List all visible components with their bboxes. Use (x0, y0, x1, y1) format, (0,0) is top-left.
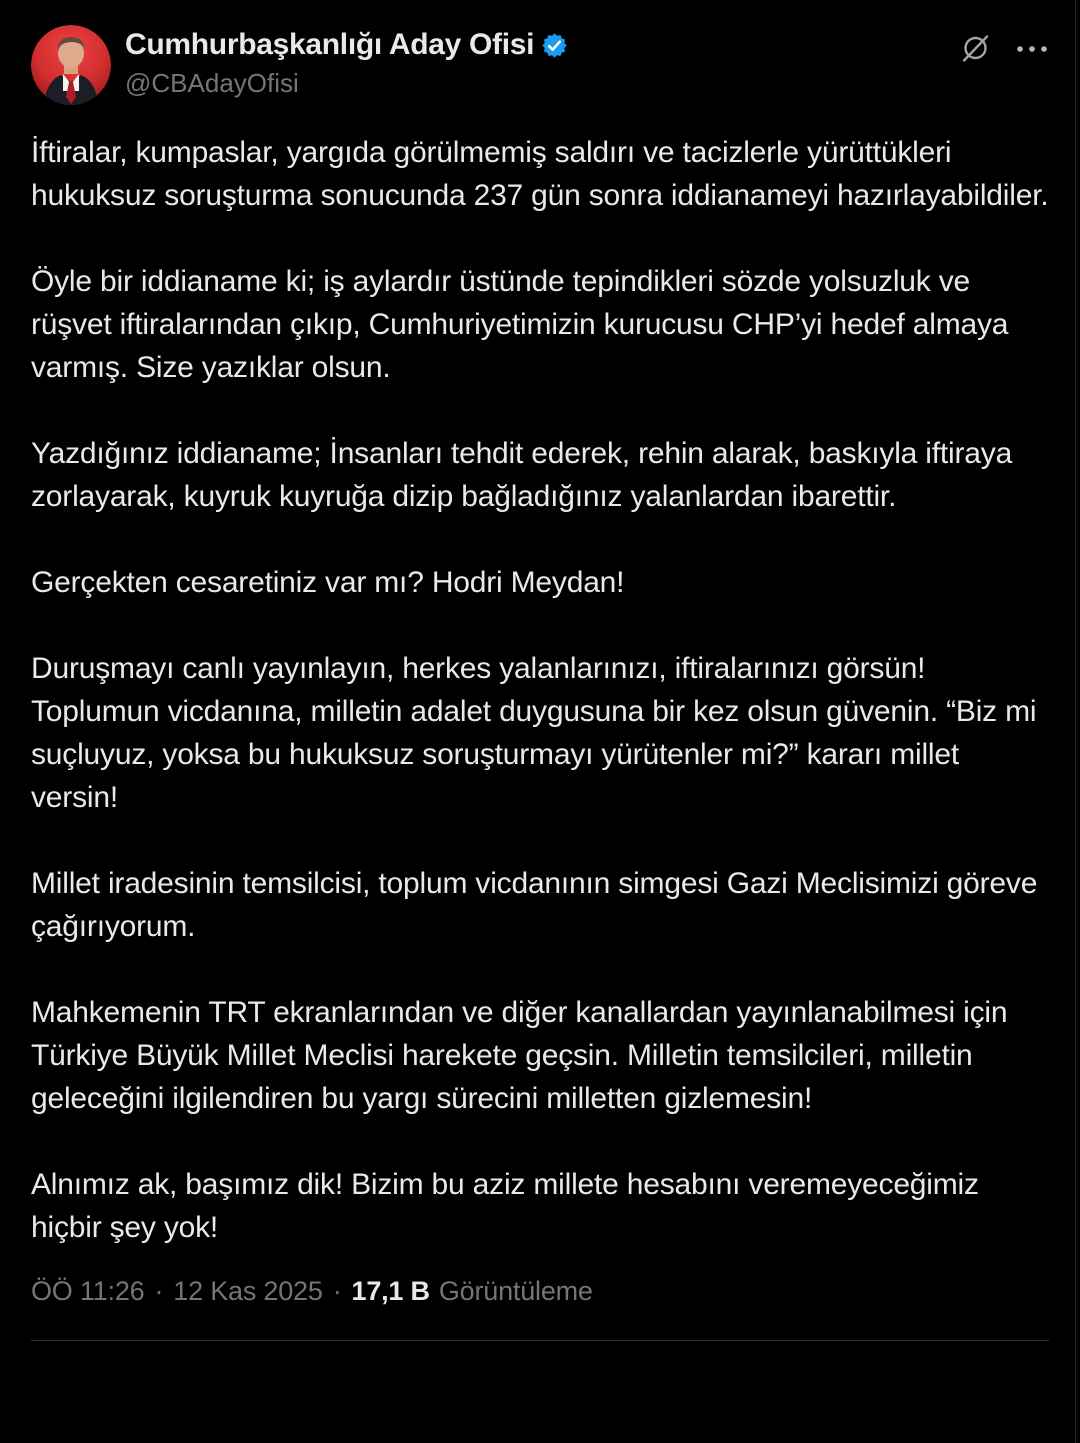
user-names (125, 25, 960, 99)
divider (31, 1340, 1049, 1341)
display-name-row (125, 28, 960, 62)
user-handle[interactable]: @CBAdayOfisi (125, 68, 299, 98)
tweet-paragraph: İftiralar, kumpaslar, yargıda görülmemiş saldırı ve tacizlerle yürüttükleri hukuksuz soruşturma sonucunda 237 gün sonra iddianameyi hazırlayabildiler. (31, 136, 1049, 212)
avatar[interactable] (31, 25, 111, 105)
views-count: 17,1 B (351, 1276, 430, 1306)
meta-separator: · (332, 1276, 342, 1306)
tweet-date: 12 Kas 2025 (173, 1276, 323, 1306)
tweet-meta (31, 1276, 1049, 1307)
tweet-text (31, 131, 1049, 1249)
tweet-paragraph: Mahkemenin TRT ekranlarından ve diğer kanallardan yayınlanabilmesi için Türkiye Büyük Millet Meclisi harekete geçsin. Milletin temsilcileri, milletin geleceğini ilgilendiren bu yargı sürecini milletten gizlemesin! (31, 996, 1008, 1115)
tweet-header (31, 25, 1049, 105)
more-icon[interactable] (1015, 44, 1049, 54)
avatar-image (31, 25, 111, 105)
tweet-paragraph: Alnımız ak, başımız dik! Bizim bu aziz millete hesabını veremeyeceğimiz hiçbir şey yok! (31, 1168, 979, 1244)
tweet-paragraph: Gerçekten cesaretiniz var mı? Hodri Meydan! (31, 566, 625, 599)
header-actions (960, 25, 1049, 64)
tweet-paragraph: Duruşmayı canlı yayınlayın, herkes yalanlarınızı, iftiralarınızı görsün! Toplumun vicdanına, milletin adalet duygusuna bir kez olsun güvenin. “Biz mi suçluyuz, yoksa bu hukuksuz soruşturmayı yürütenler mi?” kararı millet versin! (31, 652, 1037, 814)
verified-badge-icon (541, 32, 568, 59)
grok-icon[interactable] (960, 33, 991, 64)
tweet-paragraph: Millet iradesinin temsilcisi, toplum vicdanının simgesi Gazi Meclisimizi göreve çağırıyorum. (31, 867, 1038, 943)
column-border (1075, 0, 1076, 1443)
display-name[interactable]: Cumhurbaşkanlığı Aday Ofisi (125, 28, 535, 61)
meta-separator: · (154, 1276, 164, 1306)
views (352, 1276, 593, 1307)
tweet-paragraph: Yazdığınız iddianame; İnsanları tehdit ederek, rehin alarak, baskıyla iftiraya zorlayarak, kuyruk kuyruğa dizip bağladığınız yalanlardan ibarettir. (31, 437, 1013, 513)
tweet-paragraph: Öyle bir iddianame ki; iş aylardır üstünde tepindikleri sözde yolsuzluk ve rüşvet iftiralarından çıkıp, Cumhuriyetimizin kurucusu CHP’yi hedef almaya varmış. Size yazıklar olsun. (31, 265, 1009, 384)
views-label: Görüntüleme (438, 1276, 593, 1306)
tweet-time: ÖÖ 11:26 (31, 1276, 145, 1306)
